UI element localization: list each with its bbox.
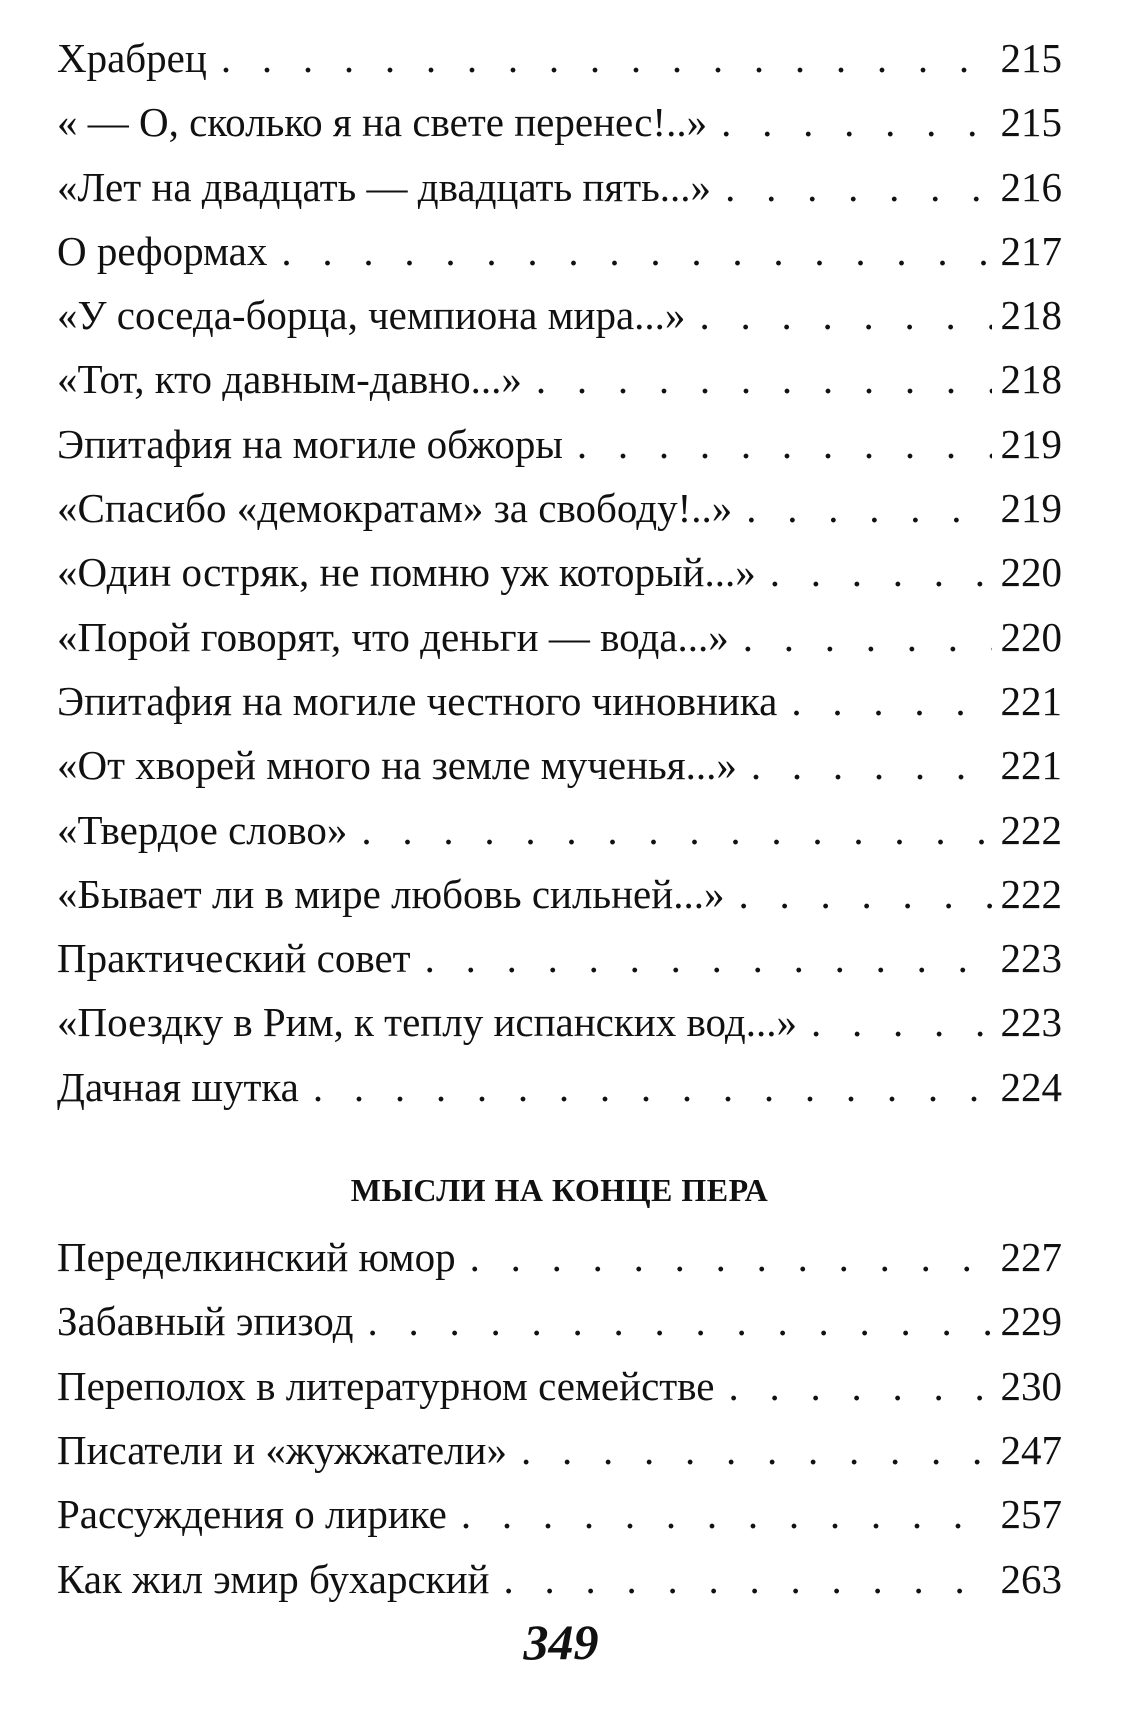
- toc-dot-leader: [503, 1547, 992, 1611]
- toc-entry-page: 223: [1000, 999, 1062, 1046]
- toc-dot-leader: [746, 476, 992, 540]
- toc-dot-leader: [743, 605, 992, 669]
- table-of-contents: [57, 26, 1062, 1611]
- toc-entry: [57, 669, 1062, 733]
- section-heading: МЫСЛИ НА КОНЦЕ ПЕРА: [350, 1172, 769, 1209]
- toc-entry: [57, 926, 1062, 990]
- toc-dot-leader: [461, 1482, 992, 1546]
- toc-entry-title: «Твердое слово»: [57, 806, 348, 853]
- toc-dot-leader: [577, 412, 992, 476]
- toc-entry-title: «Один остряк, не помню уж который...»: [57, 549, 756, 596]
- toc-entry-title: Рассуждения о лирике: [57, 1491, 447, 1538]
- toc-dot-leader: [425, 926, 992, 990]
- toc-entry-page: 223: [1000, 935, 1062, 982]
- toc-entry-title: Переделкинский юмор: [57, 1234, 456, 1281]
- toc-dot-leader: [811, 990, 992, 1054]
- toc-dot-leader: [770, 540, 992, 604]
- toc-entry: [57, 1482, 1062, 1546]
- toc-dot-leader: [221, 26, 992, 90]
- toc-entry-page: 218: [1000, 356, 1062, 403]
- toc-entry: [57, 347, 1062, 411]
- toc-entry-title: О реформах: [57, 227, 268, 274]
- toc-entry: [57, 862, 1062, 926]
- toc-entry-title: Эпитафия на могиле честного чиновника: [57, 677, 778, 724]
- toc-entry: [57, 283, 1062, 347]
- toc-dot-leader: [367, 1289, 992, 1353]
- toc-entry-page: 230: [1000, 1362, 1062, 1409]
- toc-entry-title: «Бывает ли в мире любовь сильней...»: [57, 870, 725, 917]
- toc-entry-page: 257: [1000, 1491, 1062, 1538]
- toc-entry-page: 218: [1000, 292, 1062, 339]
- toc-entry-page: 220: [1000, 613, 1062, 660]
- toc-entry-page: 263: [1000, 1555, 1062, 1602]
- toc-entry-title: Писатели и «жужжатели»: [57, 1426, 507, 1473]
- toc-entry: [57, 733, 1062, 797]
- toc-entry-page: 220: [1000, 549, 1062, 596]
- toc-list-top: [57, 26, 1062, 1119]
- toc-entry-title: Забавный эпизод: [57, 1298, 354, 1345]
- toc-dot-leader: [721, 90, 992, 154]
- toc-dot-leader: [791, 669, 992, 733]
- toc-entry: [57, 412, 1062, 476]
- toc-entry-page: 219: [1000, 485, 1062, 532]
- toc-dot-leader: [521, 1418, 992, 1482]
- toc-dot-leader: [699, 283, 992, 347]
- toc-dot-leader: [313, 1055, 992, 1119]
- toc-entry-title: Храбрец: [57, 35, 207, 81]
- toc-entry-title: « — О, сколько я на свете перенес!..»: [57, 99, 708, 146]
- toc-entry: [57, 540, 1062, 604]
- toc-entry: [57, 1547, 1062, 1611]
- toc-dot-leader: [361, 798, 992, 862]
- toc-dot-leader: [725, 155, 992, 219]
- toc-entry-page: 221: [1000, 742, 1062, 789]
- toc-entry-title: «Порой говорят, что деньги — вода...»: [57, 613, 729, 660]
- toc-entry-title: Переполох в литературном семействе: [57, 1362, 715, 1409]
- toc-entry: [57, 1289, 1062, 1353]
- toc-entry-title: «Тот, кто давным-давно...»: [57, 356, 522, 403]
- toc-entry: [57, 798, 1062, 862]
- toc-entry-title: «От хворей много на земле мученья...»: [57, 742, 737, 789]
- toc-entry-title: Дачная шутка: [57, 1063, 299, 1110]
- toc-entry-title: «У соседа-борца, чемпиона мира...»: [57, 292, 686, 339]
- toc-entry-page: 217: [1000, 227, 1062, 274]
- toc-entry-page: 222: [1000, 870, 1062, 917]
- toc-dot-leader: [751, 733, 992, 797]
- toc-dot-leader: [281, 219, 992, 283]
- toc-entry: [57, 1225, 1062, 1289]
- toc-entry-page: 229: [1000, 1298, 1062, 1345]
- toc-entry: [57, 990, 1062, 1054]
- toc-entry: [57, 26, 1062, 90]
- toc-entry: [57, 1055, 1062, 1119]
- toc-entry-page: 222: [1000, 806, 1062, 853]
- toc-entry-page: 215: [1000, 99, 1062, 146]
- toc-entry-page: 221: [1000, 677, 1062, 724]
- toc-entry-title: «Поездку в Рим, к теплу испанских вод...»: [57, 999, 797, 1046]
- toc-entry-page: 219: [1000, 420, 1062, 467]
- toc-entry-title: «Спасибо «демократам» за свободу!..»: [57, 485, 733, 532]
- toc-entry-page: 227: [1000, 1234, 1062, 1281]
- toc-dot-leader: [536, 347, 992, 411]
- toc-entry-page: 215: [1000, 35, 1062, 81]
- toc-entry-title: Практический совет: [57, 935, 411, 982]
- toc-dot-leader: [729, 1354, 992, 1418]
- toc-entry-title: Эпитафия на могиле обжоры: [57, 420, 563, 467]
- toc-entry: [57, 155, 1062, 219]
- toc-entry: [57, 1418, 1062, 1482]
- toc-list-section: [57, 1225, 1062, 1611]
- page-number: 349: [523, 1614, 599, 1670]
- toc-entry-page: 216: [1000, 163, 1062, 210]
- toc-entry: [57, 1354, 1062, 1418]
- toc-entry: [57, 476, 1062, 540]
- toc-entry-page: 224: [1000, 1063, 1062, 1110]
- toc-entry-title: Как жил эмир бухарский: [57, 1555, 490, 1602]
- toc-entry-page: 247: [1000, 1426, 1062, 1473]
- toc-dot-leader: [738, 862, 992, 926]
- toc-entry: [57, 90, 1062, 154]
- toc-entry: [57, 219, 1062, 283]
- toc-dot-leader: [470, 1225, 992, 1289]
- toc-entry: [57, 605, 1062, 669]
- toc-entry-title: «Лет на двадцать — двадцать пять...»: [57, 163, 712, 210]
